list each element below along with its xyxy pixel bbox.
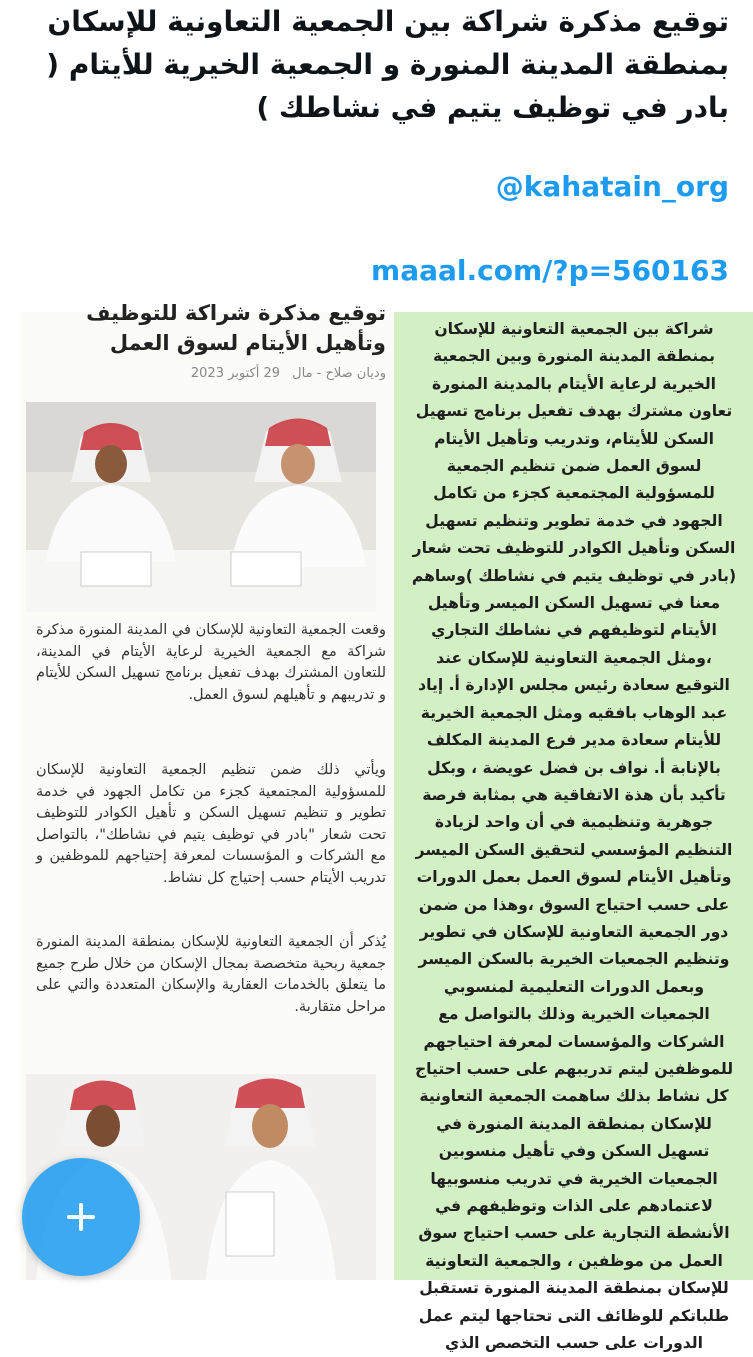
article-paragraph: يُذكر أن الجمعية التعاونية للإسكان بمنطقة المدينة المنورة جمعية ربحية متخصصة بمجال الإسكان من خلال طرح جميع ما يتعلق بالخدمات العقارية والإسكان المتعددة والتي على مراحل متقاربة. bbox=[36, 934, 386, 1015]
highlighted-text: شراكة بين الجمعية التعاونية للإسكان بمنطقة المدينة المنورة وبين الجمعية الخيرية لرعاية الأيتام بالمدينة المنورة تعاون مشترك بهدف تفعيل برنامج تسهيل السكن للأيتام، وتدريب وتأهيل الأيتام لسوق العمل ضمن تنظيم الجمعية للمسؤولية المجتمعية كجزء من تكامل الجهود في خدمة تطوير وتنظيم تسهيل السكن وتأهيل الكوادر للتوظيف تحت شعار (بادر في توظيف يتيم في نشاطك )وساهم معنا في تسهيل السكن الميسر وتأهيل الأيتام لتوظيفهم في نشاطك التجاري ،ومثل الجمعية التعاونية للإسكان عند التوقيع سعادة رئيس مجلس الإدارة أ. إياد عبد الوهاب بافقيه ومثل الجمعية الخيرية للأيتام سعادة مدير فرع المدينة المكلف بالإنابة أ. نواف بن فضل عويضة ، وبكل تأكيد بأن هذة الاتفاقية هي بمثابة فرصة جوهرية وتنظيمية في أن واحد لزيادة التنظيم المؤسسي لتحقيق السكن الميسر وتأهيل الأيتام لسوق العمل بعمل الدورات على حسب احتياج السوق ،وهذا من ضمن دور الجمعية التعاونية للإسكان في تطوير وتنظيم الجمعيات الخيرية بالسكن الميسر وبعمل الدورات التعليمية لمنسوبي الجمعيات الخيرية وذلك بالتواصل مع الشركات والمؤسسات لمعرفة احتياجهم للموظفين ليتم تدريبهم على حسب احتياج كل نشاط بذلك ساهمت الجمعية التعاونية للإسكان بمنطقة المدينة المنورة في تسهيل السكن وفي تأهيل منسوبين الجمعيات الخيرية في تدريب منسوبيها لاعتمادهم على الذات وتوظيفهم في الأنشطة التجارية على حسب احتياج سوق العمل من موظفين ، والجمعية التعاونية للإسكان بمنطقة المدينة المنورة تستقبل طلباتكم للوظائف التى تحتاجها ليتم عمل الدورات على حسب التخصص الذي bbox=[411, 320, 737, 1353]
article-url-link[interactable]: maaal.com/?p=560163 bbox=[371, 254, 729, 287]
article-meta bbox=[183, 366, 386, 381]
tweet-headline: توقيع مذكرة شراكة بين الجمعية التعاونية للإسكان بمنطقة المدينة المنورة و الجمعية الخيرية للأيتام ( بادر في توظيف يتيم في نشاطك ) bbox=[46, 5, 729, 124]
attached-image[interactable] bbox=[20, 301, 753, 1353]
handle-link[interactable]: @kahatain_org bbox=[495, 170, 729, 203]
article-paragraph: وقعت الجمعية التعاونية للإسكان في المدينة المنورة مذكرة شراكة مع الجمعية الخيرية لرعاية الأيتام في المدينة، للتعاون المشترك بهدف تفعيل برنامج تسهيل السكن للأيتام و تدريبهم و تأهيلهم لسوق العمل. bbox=[36, 622, 386, 703]
article-paragraph: ويأتي ذلك ضمن تنظيم الجمعية التعاونية للإسكان للمسؤولية المجتمعية كجزء من تكامل الجهود في خدمة تطوير و تنظيم تسهيل السكن و تأهيل الكوادر للتوظيف تحت شعار "بادر في توظيف يتيم في نشاطك"، بالتواصل مع الشركات و المؤسسات لمعرفة إحتياجهم للموظفين و تدريب الأيتام حسب إحتياج كل نشاط. bbox=[36, 762, 386, 886]
highlighted-text-column bbox=[394, 312, 753, 1353]
article-date: 29 أكتوبر 2023 bbox=[190, 366, 281, 381]
article-clipping bbox=[20, 301, 394, 1280]
article-author: وديان صلاح - مال bbox=[292, 366, 386, 381]
article-title: توقيع مذكرة شراكة للتوظيف وتأهيل الأيتام لسوق العمل bbox=[86, 301, 386, 355]
signing-photo bbox=[26, 402, 376, 612]
compose-button[interactable] bbox=[22, 1158, 140, 1276]
